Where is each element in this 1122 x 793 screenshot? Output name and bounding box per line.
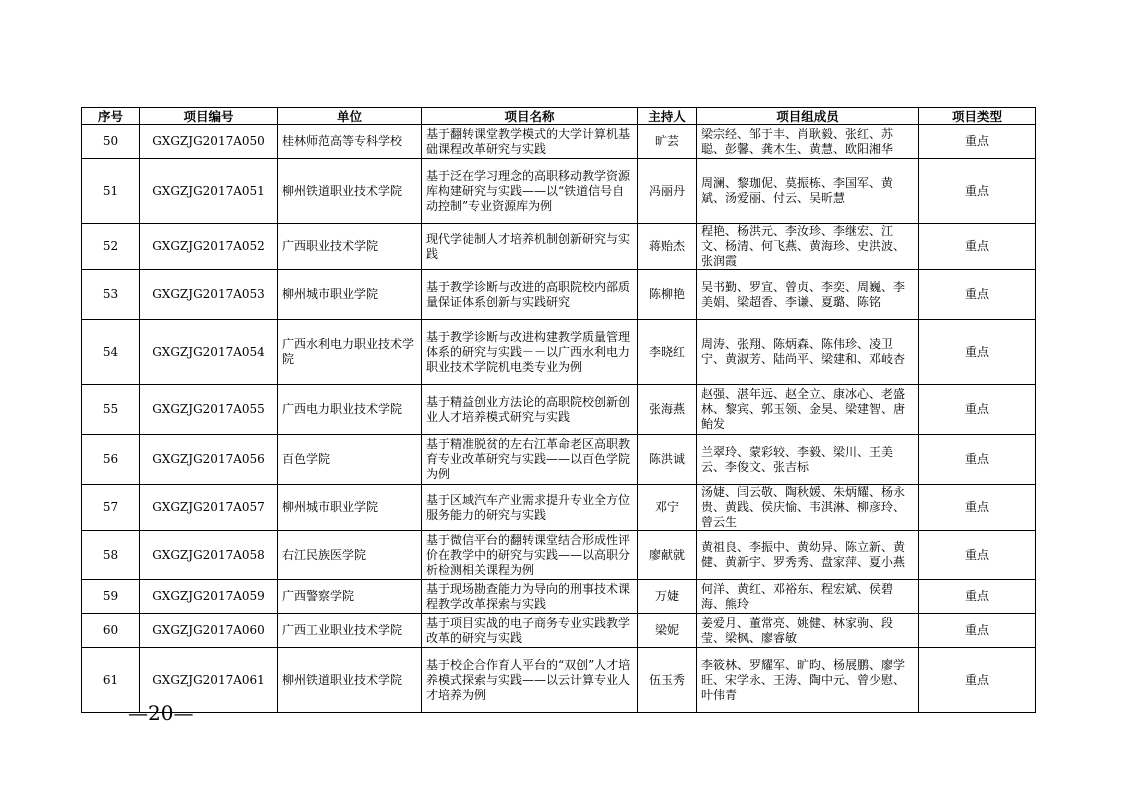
header-unit: 单位 — [278, 108, 422, 125]
cell-members: 周澜、黎珈伲、莫振栋、李国军、黄斌、汤爱丽、付云、吴昕慧 — [697, 159, 919, 224]
header-code: 项目编号 — [140, 108, 278, 125]
cell-leader: 廖献就 — [638, 531, 697, 580]
cell-members: 黄祖良、李振中、黄幼异、陈立新、黄健、黄新宇、罗秀秀、盘家萍、夏小燕 — [697, 531, 919, 580]
project-table — [81, 107, 1036, 713]
cell-name: 基于精准脱贫的左右江革命老区高职教育专业改革研究与实践——以百色学院为例 — [422, 435, 638, 485]
cell-no: 60 — [82, 614, 140, 648]
cell-unit: 柳州铁道职业技术学院 — [278, 648, 422, 713]
cell-code: GXGZJG2017A053 — [140, 270, 278, 320]
cell-type: 重点 — [919, 270, 1036, 320]
cell-code: GXGZJG2017A059 — [140, 580, 278, 614]
cell-code: GXGZJG2017A058 — [140, 531, 278, 580]
cell-members: 李筱林、罗耀军、旷昀、杨展鹏、廖学旺、宋学永、王涛、陶中元、曾少慰、叶伟青 — [697, 648, 919, 713]
cell-no: 55 — [82, 385, 140, 435]
cell-unit: 百色学院 — [278, 435, 422, 485]
header-leader: 主持人 — [638, 108, 697, 125]
table-row — [82, 125, 1036, 159]
cell-type: 重点 — [919, 224, 1036, 270]
cell-name: 基于项目实战的电子商务专业实践教学改革的研究与实践 — [422, 614, 638, 648]
cell-code: GXGZJG2017A055 — [140, 385, 278, 435]
cell-type: 重点 — [919, 485, 1036, 531]
cell-no: 56 — [82, 435, 140, 485]
cell-leader: 伍玉秀 — [638, 648, 697, 713]
cell-code: GXGZJG2017A054 — [140, 320, 278, 385]
cell-name: 现代学徒制人才培养机制创新研究与实践 — [422, 224, 638, 270]
cell-unit: 柳州铁道职业技术学院 — [278, 159, 422, 224]
cell-type: 重点 — [919, 125, 1036, 159]
cell-name: 基于微信平台的翻转课堂结合形成性评价在教学中的研究与实践——以高职分析检测相关课程为例 — [422, 531, 638, 580]
cell-type: 重点 — [919, 159, 1036, 224]
cell-unit: 柳州城市职业学院 — [278, 270, 422, 320]
cell-leader: 蒋贻杰 — [638, 224, 697, 270]
table-row — [82, 435, 1036, 485]
page-number: —20— — [128, 701, 194, 725]
cell-members: 姜爱月、董常亮、姚健、林家驹、段莹、梁枫、廖睿敏 — [697, 614, 919, 648]
cell-unit: 广西警察学院 — [278, 580, 422, 614]
cell-code: GXGZJG2017A056 — [140, 435, 278, 485]
cell-leader: 陈洪诚 — [638, 435, 697, 485]
cell-leader: 陈柳艳 — [638, 270, 697, 320]
cell-unit: 广西职业技术学院 — [278, 224, 422, 270]
cell-members: 程艳、杨洪元、李汝珍、李继宏、江文、杨清、何飞燕、黄海珍、史洪波、张润霞 — [697, 224, 919, 270]
cell-leader: 梁妮 — [638, 614, 697, 648]
cell-leader: 冯丽丹 — [638, 159, 697, 224]
cell-name: 基于区域汽车产业需求提升专业全方位服务能力的研究与实践 — [422, 485, 638, 531]
table-row — [82, 531, 1036, 580]
cell-code: GXGZJG2017A061 — [140, 648, 278, 713]
cell-type: 重点 — [919, 531, 1036, 580]
header-members: 项目组成员 — [697, 108, 919, 125]
cell-members: 何洋、黄红、邓裕东、程宏斌、侯碧海、熊玲 — [697, 580, 919, 614]
cell-type: 重点 — [919, 614, 1036, 648]
cell-code: GXGZJG2017A051 — [140, 159, 278, 224]
cell-type: 重点 — [919, 648, 1036, 713]
table-row — [82, 385, 1036, 435]
cell-no: 51 — [82, 159, 140, 224]
table-row — [82, 485, 1036, 531]
table-row — [82, 320, 1036, 385]
cell-unit: 广西电力职业技术学院 — [278, 385, 422, 435]
cell-type: 重点 — [919, 580, 1036, 614]
cell-members: 赵强、湛年远、赵全立、康冰心、老盛林、黎宾、郭玉领、金昊、梁建智、唐鲐发 — [697, 385, 919, 435]
cell-unit: 广西工业职业技术学院 — [278, 614, 422, 648]
cell-unit: 右江民族医学院 — [278, 531, 422, 580]
cell-code: GXGZJG2017A050 — [140, 125, 278, 159]
cell-no: 57 — [82, 485, 140, 531]
table-row — [82, 224, 1036, 270]
cell-type: 重点 — [919, 435, 1036, 485]
cell-name: 基于校企合作育人平台的“双创”人才培养模式探索与实践——以云计算专业人才培养为例 — [422, 648, 638, 713]
table-row — [82, 159, 1036, 224]
cell-no: 52 — [82, 224, 140, 270]
table-row — [82, 270, 1036, 320]
cell-leader: 万婕 — [638, 580, 697, 614]
cell-unit: 广西水利电力职业技术学院 — [278, 320, 422, 385]
cell-leader: 邓宁 — [638, 485, 697, 531]
cell-code: GXGZJG2017A052 — [140, 224, 278, 270]
cell-name: 基于翻转课堂教学模式的大学计算机基础课程改革研究与实践 — [422, 125, 638, 159]
cell-members: 梁宗经、邹于丰、肖耿毅、张红、苏聪、彭馨、龚木生、黄慧、欧阳湘华 — [697, 125, 919, 159]
table-row — [82, 580, 1036, 614]
cell-no: 54 — [82, 320, 140, 385]
cell-leader: 旷芸 — [638, 125, 697, 159]
cell-no: 50 — [82, 125, 140, 159]
header-name: 项目名称 — [422, 108, 638, 125]
cell-members: 汤婕、闫云敬、陶秋媛、朱炳耀、杨永贵、黄践、侯庆愉、韦淇淋、柳彦玲、曾云生 — [697, 485, 919, 531]
cell-code: GXGZJG2017A060 — [140, 614, 278, 648]
cell-leader: 李晓红 — [638, 320, 697, 385]
cell-members: 兰翠玲、蒙彩较、李毅、梁川、王美云、李俊文、张吉标 — [697, 435, 919, 485]
cell-type: 重点 — [919, 320, 1036, 385]
cell-name: 基于教学诊断与改进构建教学质量管理体系的研究与实践－－以广西水利电力职业技术学院机电类专业为例 — [422, 320, 638, 385]
cell-name: 基于教学诊断与改进的高职院校内部质量保证体系创新与实践研究 — [422, 270, 638, 320]
cell-name: 基于精益创业方法论的高职院校创新创业人才培养模式研究与实践 — [422, 385, 638, 435]
cell-code: GXGZJG2017A057 — [140, 485, 278, 531]
header-no: 序号 — [82, 108, 140, 125]
cell-no: 53 — [82, 270, 140, 320]
cell-members: 吴书勤、罗宣、曾贞、李奕、周巍、李美娟、梁超香、李谦、夏璐、陈铭 — [697, 270, 919, 320]
table-row — [82, 648, 1036, 713]
cell-no: 59 — [82, 580, 140, 614]
cell-members: 周涛、张翔、陈炳森、陈伟珍、凌卫宁、黄淑芳、陆尚平、梁建和、邓岐杏 — [697, 320, 919, 385]
cell-unit: 桂林师范高等专科学校 — [278, 125, 422, 159]
cell-no: 58 — [82, 531, 140, 580]
cell-type: 重点 — [919, 385, 1036, 435]
cell-unit: 柳州城市职业学院 — [278, 485, 422, 531]
cell-name: 基于现场勘查能力为导向的刑事技术课程教学改革探索与实践 — [422, 580, 638, 614]
cell-leader: 张海燕 — [638, 385, 697, 435]
table-header-row — [82, 108, 1036, 125]
cell-no: 61 — [82, 648, 140, 713]
header-type: 项目类型 — [919, 108, 1036, 125]
table-row — [82, 614, 1036, 648]
cell-name: 基于泛在学习理念的高职移动教学资源库构建研究与实践——以“铁道信号自动控制”专业资源库为例 — [422, 159, 638, 224]
